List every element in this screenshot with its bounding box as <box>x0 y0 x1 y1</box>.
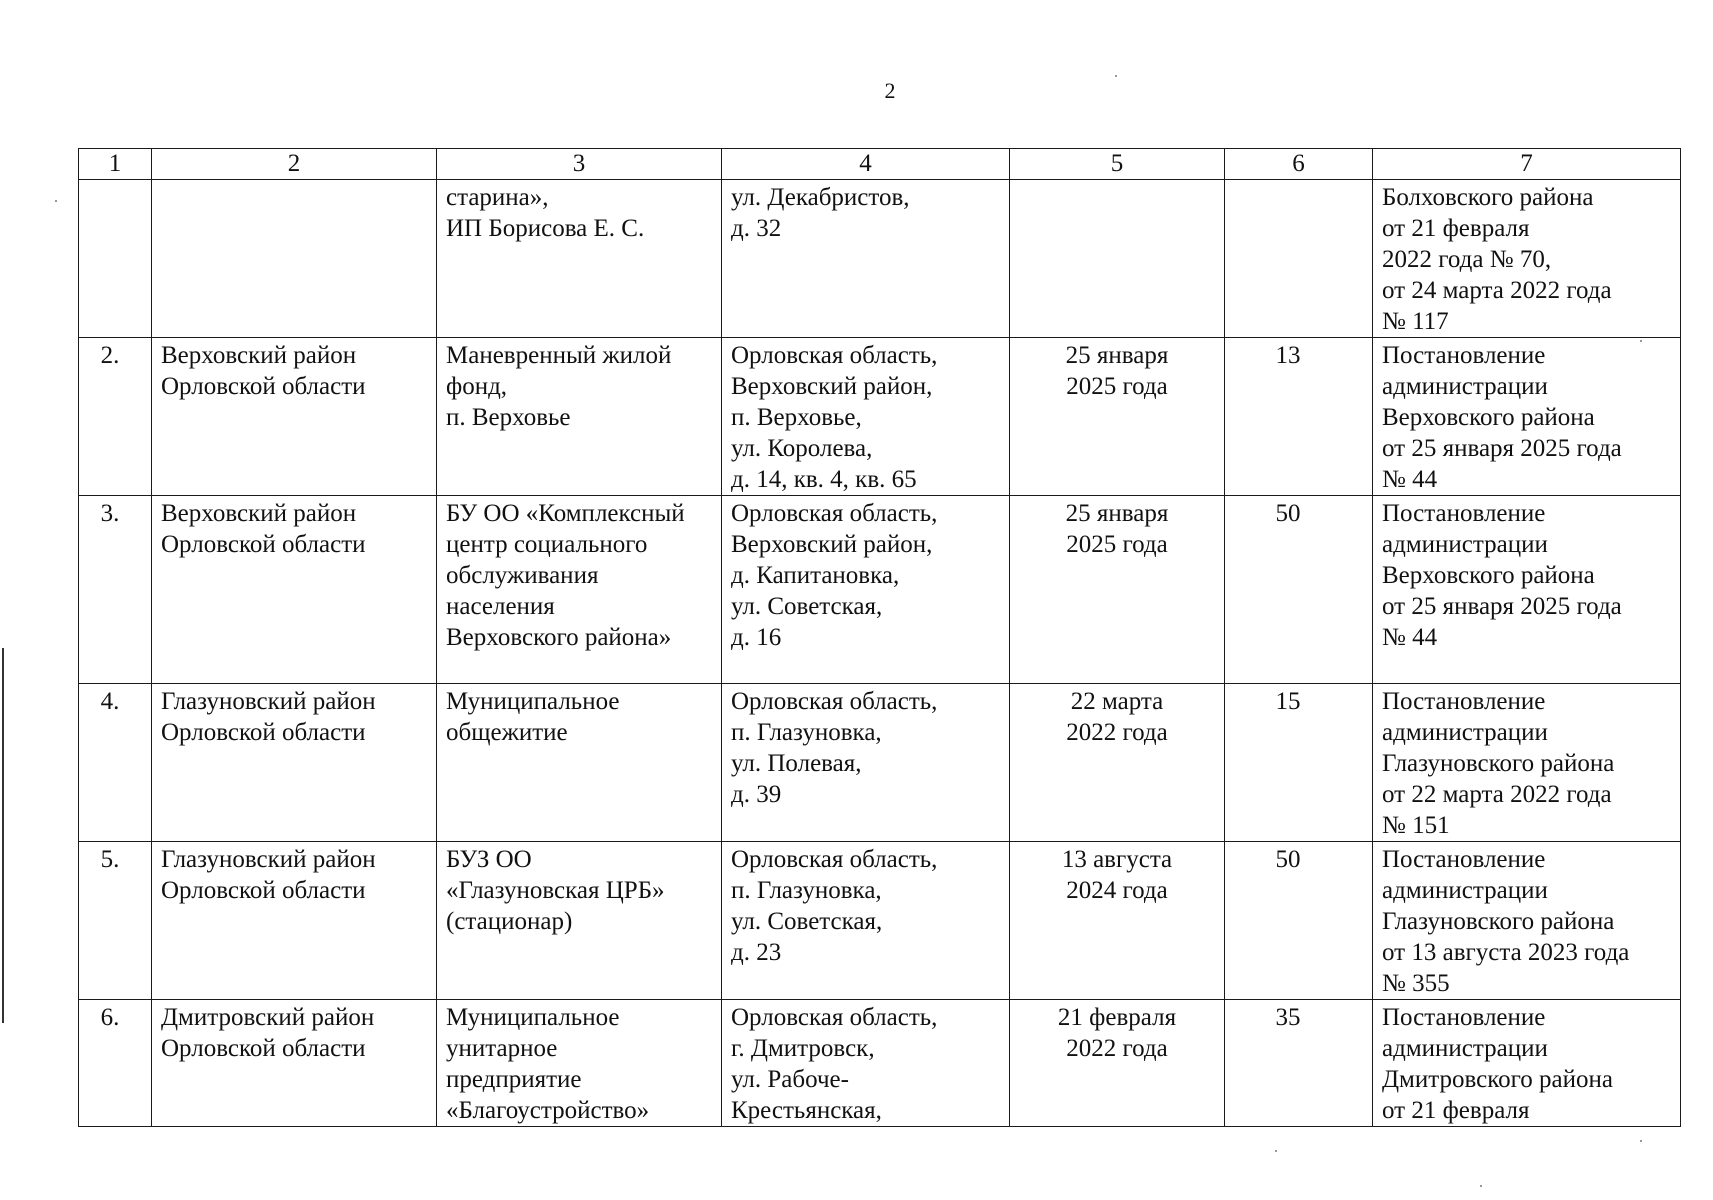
scan-speck <box>1115 75 1117 77</box>
decree-cell: Постановление администрации Глазуновского района от 13 августа 2023 года № 355 <box>1373 842 1681 1000</box>
address-cell: Орловская область, Верховский район, п. Верховье, ул. Королева, д. 14, кв. 4, кв. 65 <box>722 338 1010 496</box>
count-cell: 50 <box>1225 842 1373 1000</box>
district-cell: Верховский район Орловской области <box>152 496 437 684</box>
table-row <box>79 1000 1681 1127</box>
count-cell: 35 <box>1225 1000 1373 1127</box>
count-cell: 50 <box>1225 496 1373 684</box>
row-number: 6. <box>79 1000 152 1127</box>
column-header: 6 <box>1225 149 1373 180</box>
row-number <box>79 180 152 338</box>
address-cell: Орловская область, Верховский район, д. Капитановка, ул. Советская, д. 16 <box>722 496 1010 684</box>
scan-margin-line <box>2 648 4 1023</box>
table-row <box>79 496 1681 684</box>
date-cell: 25 января 2025 года <box>1010 338 1225 496</box>
date-cell: 21 февраля 2022 года <box>1010 1000 1225 1127</box>
scan-speck <box>1480 1185 1482 1187</box>
row-number: 5. <box>79 842 152 1000</box>
date-cell <box>1010 180 1225 338</box>
column-header: 7 <box>1373 149 1681 180</box>
column-header: 2 <box>152 149 437 180</box>
table-row <box>79 684 1681 842</box>
address-cell: Орловская область, п. Глазуновка, ул. Полевая, д. 39 <box>722 684 1010 842</box>
column-header: 4 <box>722 149 1010 180</box>
count-cell: 15 <box>1225 684 1373 842</box>
row-number: 4. <box>79 684 152 842</box>
address-cell: Орловская область, п. Глазуновка, ул. Советская, д. 23 <box>722 842 1010 1000</box>
column-header: 1 <box>79 149 152 180</box>
scan-speck <box>1640 1140 1642 1142</box>
page-number: 2 <box>884 78 896 103</box>
count-cell: 13 <box>1225 338 1373 496</box>
institution-cell: Маневренный жилой фонд, п. Верховье <box>437 338 722 496</box>
institution-cell: Муниципальное унитарное предприятие «Благоустройство» <box>437 1000 722 1127</box>
table-row <box>79 180 1681 338</box>
row-number: 3. <box>79 496 152 684</box>
district-cell: Глазуновский район Орловской области <box>152 684 437 842</box>
decree-cell: Постановление администрации Глазуновского района от 22 марта 2022 года № 151 <box>1373 684 1681 842</box>
scan-speck <box>1275 1150 1277 1152</box>
decree-cell: Болховского района от 21 февраля 2022 года № 70, от 24 марта 2022 года № 117 <box>1373 180 1681 338</box>
column-header: 5 <box>1010 149 1225 180</box>
address-cell: ул. Декабристов, д. 32 <box>722 180 1010 338</box>
registry-table <box>78 148 1681 1127</box>
date-cell: 13 августа 2024 года <box>1010 842 1225 1000</box>
institution-cell: БУ ОО «Комплексный центр социального обслуживания населения Верховского района» <box>437 496 722 684</box>
decree-cell: Постановление администрации Верховского района от 25 января 2025 года № 44 <box>1373 496 1681 684</box>
scan-speck <box>55 200 57 202</box>
column-number-row <box>79 149 1681 180</box>
district-cell <box>152 180 437 338</box>
district-cell: Верховский район Орловской области <box>152 338 437 496</box>
address-cell: Орловская область, г. Дмитровск, ул. Рабоче- Крестьянская, <box>722 1000 1010 1127</box>
decree-cell: Постановление администрации Верховского района от 25 января 2025 года № 44 <box>1373 338 1681 496</box>
institution-cell: Муниципальное общежитие <box>437 684 722 842</box>
decree-cell: Постановление администрации Дмитровского района от 21 февраля <box>1373 1000 1681 1127</box>
column-header: 3 <box>437 149 722 180</box>
table-row <box>79 842 1681 1000</box>
institution-cell: БУЗ ОО «Глазуновская ЦРБ» (стационар) <box>437 842 722 1000</box>
row-number: 2. <box>79 338 152 496</box>
scan-speck <box>1640 340 1642 342</box>
date-cell: 25 января 2025 года <box>1010 496 1225 684</box>
district-cell: Глазуновский район Орловской области <box>152 842 437 1000</box>
institution-cell: старина», ИП Борисова Е. С. <box>437 180 722 338</box>
count-cell <box>1225 180 1373 338</box>
date-cell: 22 марта 2022 года <box>1010 684 1225 842</box>
table-row <box>79 338 1681 496</box>
district-cell: Дмитровский район Орловской области <box>152 1000 437 1127</box>
